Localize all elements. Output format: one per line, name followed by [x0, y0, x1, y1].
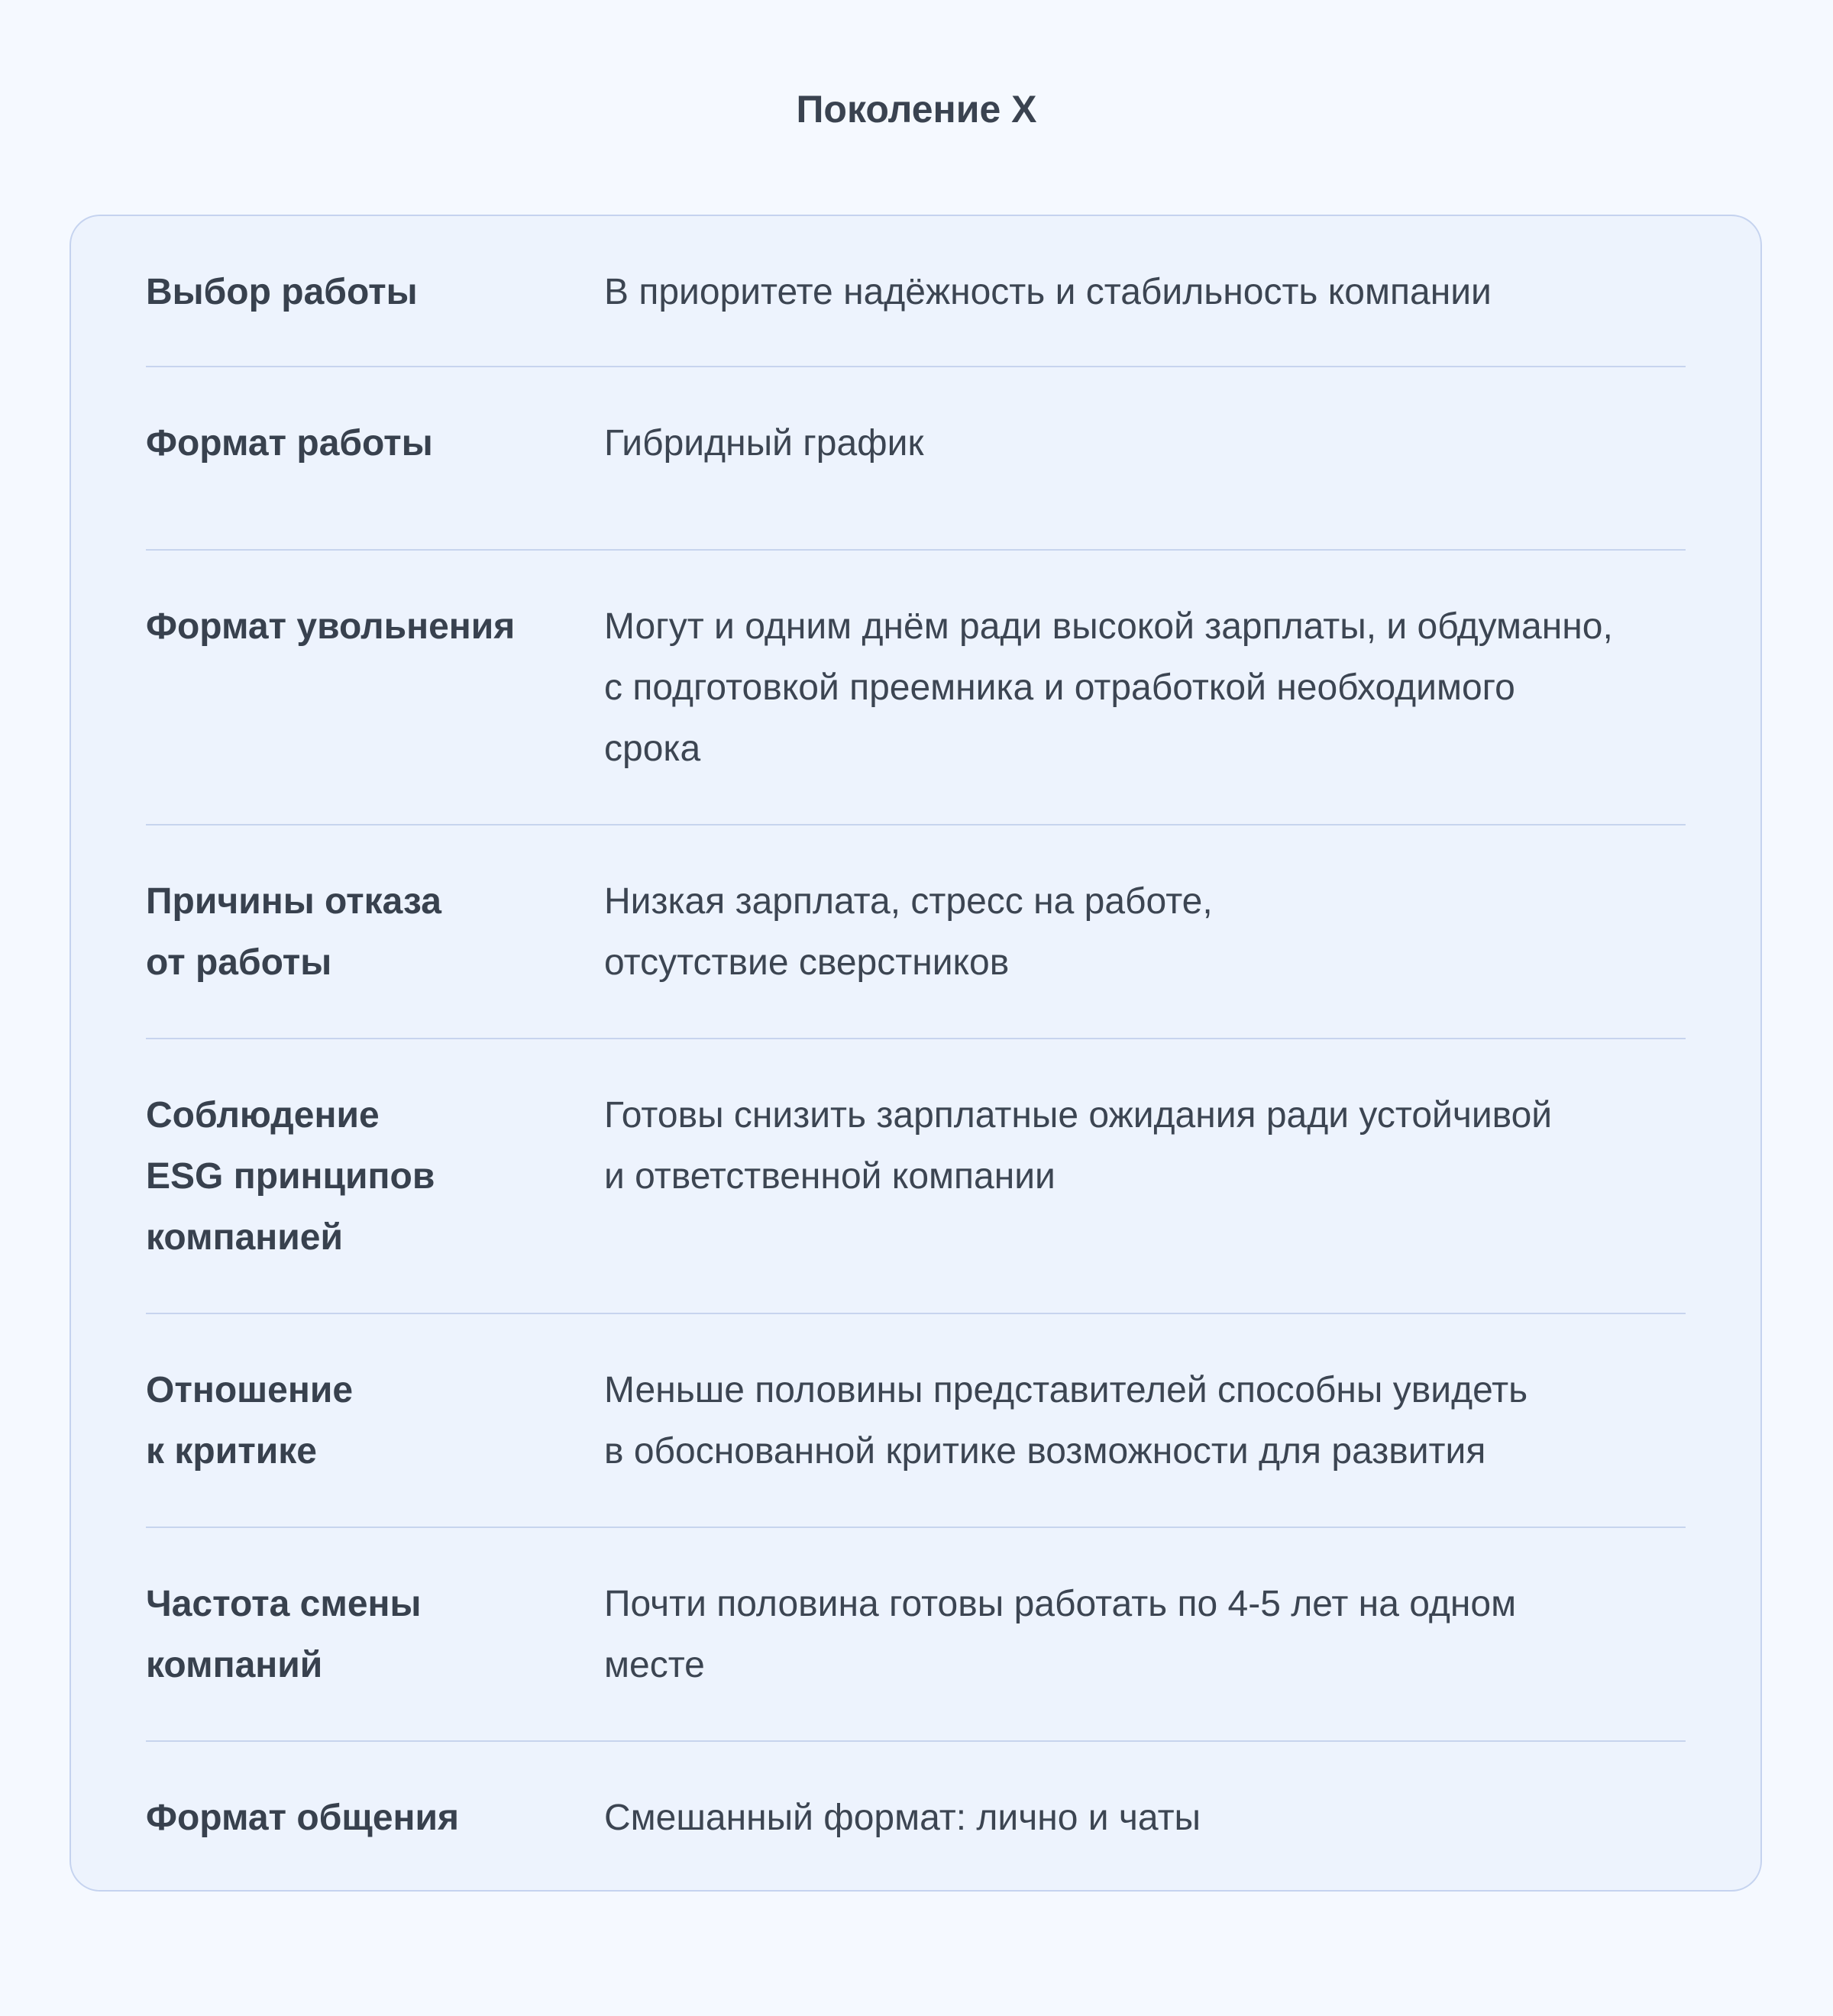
row-value: Могут и одним днём ради высокой зарплаты, и обдуманно, с подготовкой преемника и отработкой необходимого срока [604, 606, 1613, 769]
page-title: Поколение X [796, 88, 1037, 131]
table-row [146, 1742, 1686, 1893]
row-label: Формат работы [146, 423, 433, 464]
row-label: Соблюдение ESG принципов компанией [146, 1095, 435, 1258]
comparison-table [70, 215, 1762, 1892]
row-label: Частота смены компаний [146, 1584, 422, 1685]
row-value: Низкая зарплата, стресс на работе, отсутствие сверстников [604, 881, 1213, 983]
row-value: Почти половина готовы работать по 4-5 лет на одном месте [604, 1584, 1517, 1685]
row-label: Формат увольнения [146, 606, 516, 647]
row-label: Причины отказа от работы [146, 881, 441, 983]
table-row [146, 367, 1686, 551]
row-label: Формат общения [146, 1798, 460, 1838]
table-row [146, 825, 1686, 1039]
row-value: Смешанный формат: лично и чаты [604, 1798, 1201, 1838]
table-row [146, 1039, 1686, 1314]
row-label: Отношение к критике [146, 1370, 354, 1472]
row-value: В приоритете надёжность и стабильность компании [604, 272, 1492, 312]
table-row [146, 1314, 1686, 1528]
table-row [146, 216, 1686, 367]
row-value: Готовы снизить зарплатные ожидания ради устойчивой и ответственной компании [604, 1095, 1553, 1197]
row-value: Меньше половины представителей способны увидеть в обоснованной критике возможности для развития [604, 1370, 1528, 1472]
table-row [146, 1528, 1686, 1742]
row-label: Выбор работы [146, 272, 418, 312]
row-value: Гибридный график [604, 423, 924, 464]
table-row [146, 551, 1686, 825]
